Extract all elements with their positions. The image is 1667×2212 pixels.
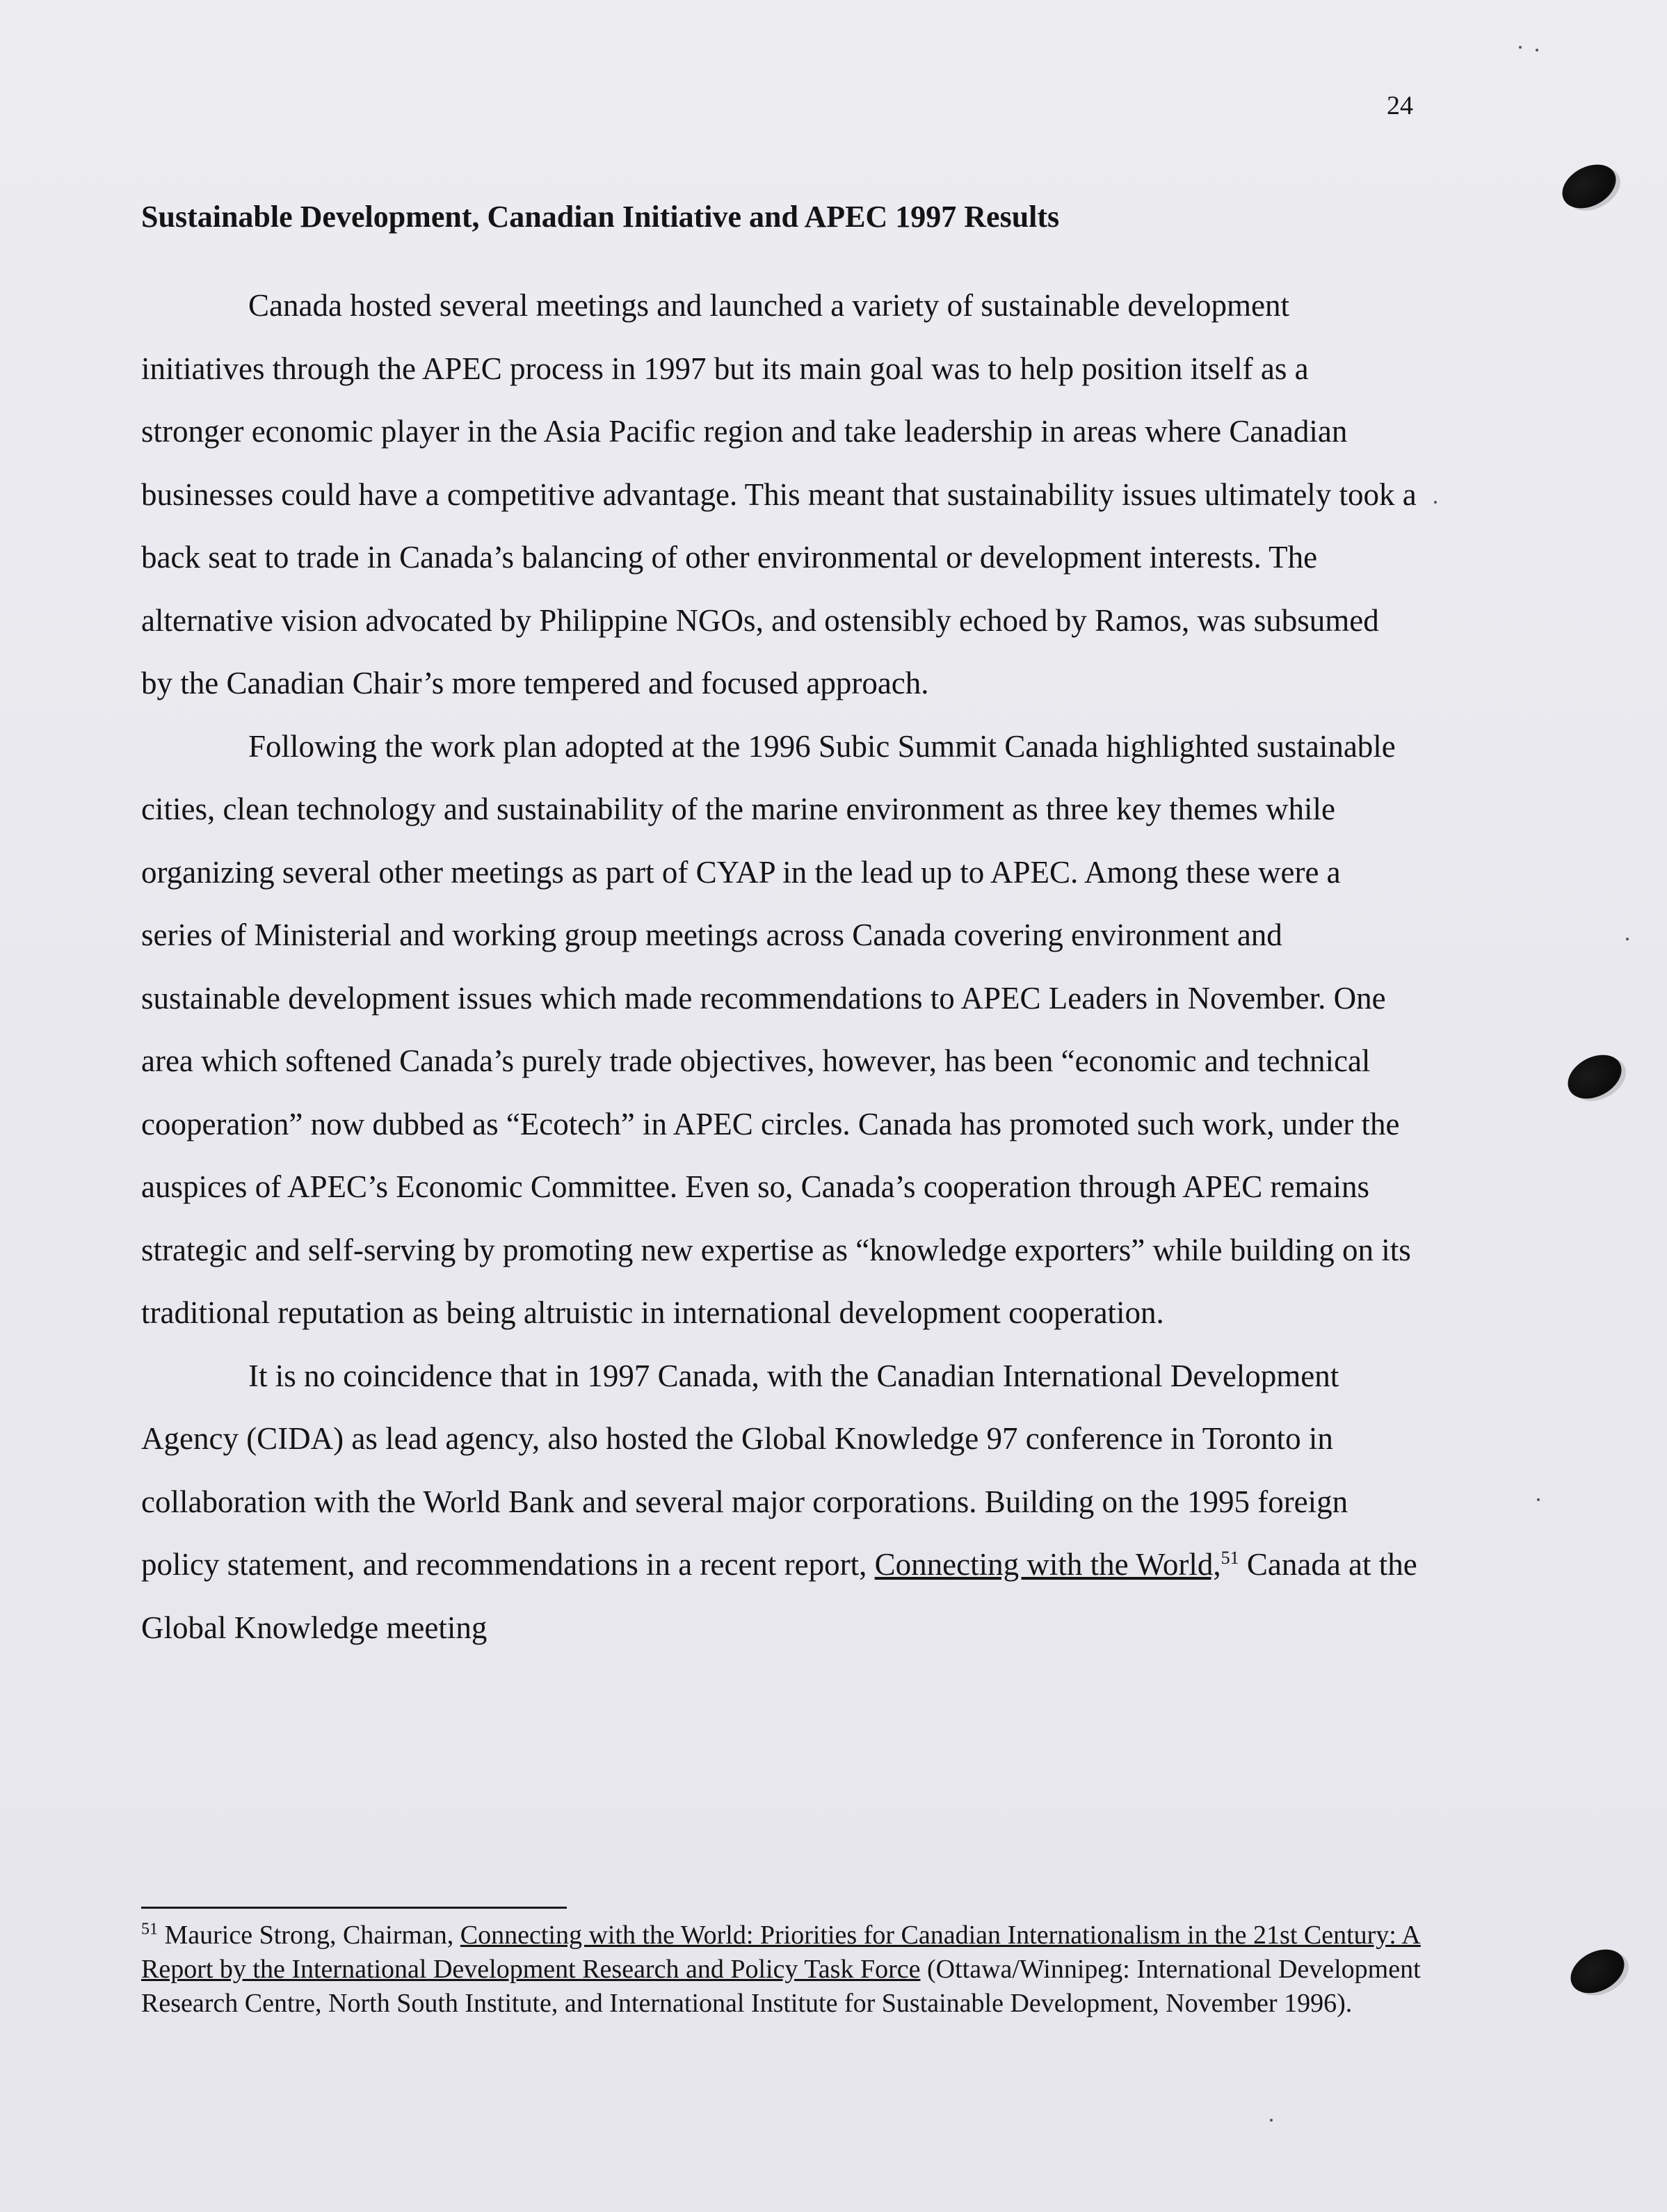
punch-hole-middle <box>1561 1046 1629 1107</box>
scan-speck <box>1537 1498 1540 1501</box>
paragraph-2: Following the work plan adopted at the 1996 Subic Summit Canada highlighted sustainable cities, clean technology and sustainability of the marine environment as three key themes while organizing several other meetings as part of CYAP in the lead up to APEC. Among these were a series of Ministerial and working group meetings across Canada covering environment and sustainable development issues which made recommendations to APEC Leaders in November. One area which softened Canada’s purely trade objectives, however, has been “economic and technical cooperation” now dubbed as “Ecotech” in APEC circles. Canada has promoted such work, under the auspices of APEC’s Economic Committee. Even so, Canada’s cooperation through APEC remains strategic and self-serving by promoting new expertise as “knowledge exporters” while building on its traditional reputation as being altruistic in international development cooperation. <box>141 728 1411 1330</box>
report-title: Connecting with the World, <box>874 1547 1221 1582</box>
footnote <box>141 1918 1424 2021</box>
scan-speck <box>1519 46 1522 49</box>
footnote-number: 51 <box>141 1920 158 1939</box>
footnote-reference: 51 <box>1221 1548 1239 1568</box>
paragraph-1: Canada hosted several meetings and launched a variety of sustainable development initiatives through the APEC process in 1997 but its main goal was to help position itself as a stronger economic player in the Asia Pacific region and take leadership in areas where Canadian businesses could have a competitive advantage. This meant that sustainability issues ultimately took a back seat to trade in Canada’s balancing of other environmental or development interests. The alternative vision advocated by Philippine NGOs, and ostensibly echoed by Ramos, was subsumed by the Canadian Chair’s more tempered and focused approach. <box>141 288 1417 700</box>
scan-speck <box>1626 938 1629 940</box>
paragraph-3-text: It is no coincidence that in 1997 Canada, with the Canadian International Development Agency (CIDA) as lead agency, also hosted the Global Knowledge 97 conference in Toronto in collaboration with the World Bank and several major corporations. Building on the 1995 foreign policy statement, and recommendations in a recent report, <box>141 1358 1348 1582</box>
section-heading: Sustainable Development, Canadian Initiative and APEC 1997 Results <box>141 200 1060 234</box>
scan-speck <box>1270 2119 1273 2122</box>
body-text <box>141 274 1417 1659</box>
footnote-title: Connecting with the World: Priorities for Canadian Internationalism in the 21st Century: A Report by the International Development Research and Policy Task Force <box>141 1921 1421 1984</box>
paragraph-3-continuation: Canada at the Global Knowledge meeting <box>141 1547 1417 1645</box>
footnote-author: Maurice Strong, Chairman, <box>164 1921 460 1950</box>
paragraph-3 <box>141 1345 1417 1660</box>
scan-speck <box>1434 501 1437 504</box>
footnote-divider <box>141 1907 567 1909</box>
punch-hole-bottom <box>1563 1941 1632 2002</box>
scan-speck <box>1536 49 1538 51</box>
punch-hole-top <box>1555 156 1624 217</box>
footnote-publication: (Ottawa/Winnipeg: International Development Research Centre, North South Institute, and International Institute for Sustainable Development, November 1996). <box>141 1955 1421 2018</box>
page-number: 24 <box>1387 91 1413 120</box>
